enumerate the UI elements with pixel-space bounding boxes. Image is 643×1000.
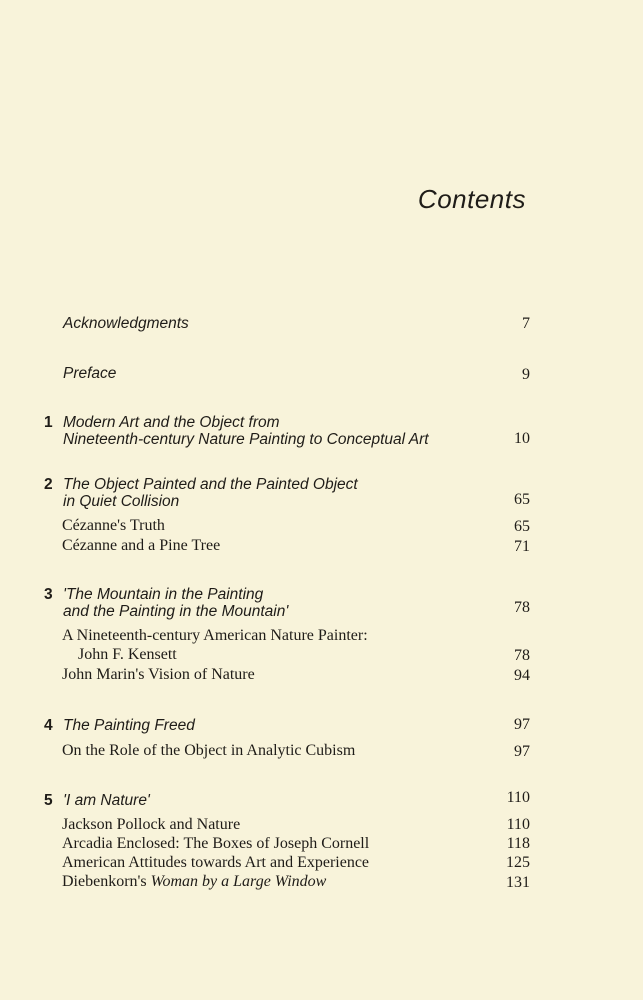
chapter-number: 3 — [44, 586, 53, 603]
section-page: 97 — [514, 743, 530, 760]
artwork-title: Woman by a Large Window — [150, 873, 327, 890]
section-title: American Attitudes towards Art and Experience — [62, 854, 370, 871]
section-title: John Marin's Vision of Nature — [62, 666, 255, 683]
toc-page-acknowledgments: 7 — [522, 315, 530, 332]
chapter-page: 110 — [506, 789, 530, 806]
chapter-number: 2 — [44, 476, 53, 493]
chapter-title — [63, 476, 358, 510]
chapter-title-line: and the Painting in the Mountain' — [63, 603, 289, 620]
chapter-title-line: Nineteenth-century Nature Painting to Conceptual Art — [63, 431, 429, 448]
section-page: 110 — [506, 816, 530, 833]
section-page: 65 — [514, 518, 530, 535]
section-page: 125 — [506, 854, 530, 871]
chapter-title: The Painting Freed — [63, 717, 195, 734]
section-page: 71 — [514, 538, 530, 555]
chapter-page: 97 — [514, 716, 530, 733]
section-title-line: A Nineteenth-century American Nature Painter: — [62, 627, 368, 644]
section-title — [62, 873, 326, 892]
section-title-text: Diebenkorn's — [62, 873, 147, 890]
chapter-title: 'I am Nature' — [63, 792, 150, 809]
section-page: 118 — [506, 835, 530, 852]
section-page: 78 — [514, 647, 530, 664]
section-page: 131 — [506, 874, 530, 891]
section-title: Jackson Pollock and Nature — [62, 816, 241, 833]
section-title: Cézanne's Truth — [62, 517, 165, 534]
section-title-line: John F. Kensett — [78, 645, 177, 663]
toc-entry-preface: Preface — [63, 365, 117, 382]
section-title: Arcadia Enclosed: The Boxes of Joseph Cornell — [62, 835, 370, 852]
chapter-title — [63, 414, 429, 448]
chapter-page: 78 — [514, 599, 530, 616]
section-page: 94 — [514, 667, 530, 684]
section-title: Cézanne and a Pine Tree — [62, 537, 221, 554]
chapter-number: 1 — [44, 414, 53, 431]
chapter-number: 4 — [44, 717, 53, 734]
chapter-page: 65 — [514, 491, 530, 508]
page-title: Contents — [417, 184, 526, 214]
chapter-number: 5 — [44, 792, 53, 809]
chapter-title-line: in Quiet Collision — [63, 493, 180, 510]
chapter-title-line: Modern Art and the Object from — [63, 414, 280, 431]
chapter-page: 10 — [514, 430, 530, 447]
section-title — [62, 627, 368, 664]
toc-entry-acknowledgments: Acknowledgments — [63, 315, 189, 332]
chapter-title-line: The Object Painted and the Painted Object — [63, 476, 358, 493]
toc-page-preface: 9 — [522, 366, 530, 383]
section-title: On the Role of the Object in Analytic Cubism — [62, 742, 356, 759]
chapter-title — [63, 586, 288, 620]
chapter-title-line: 'The Mountain in the Painting — [63, 586, 264, 603]
